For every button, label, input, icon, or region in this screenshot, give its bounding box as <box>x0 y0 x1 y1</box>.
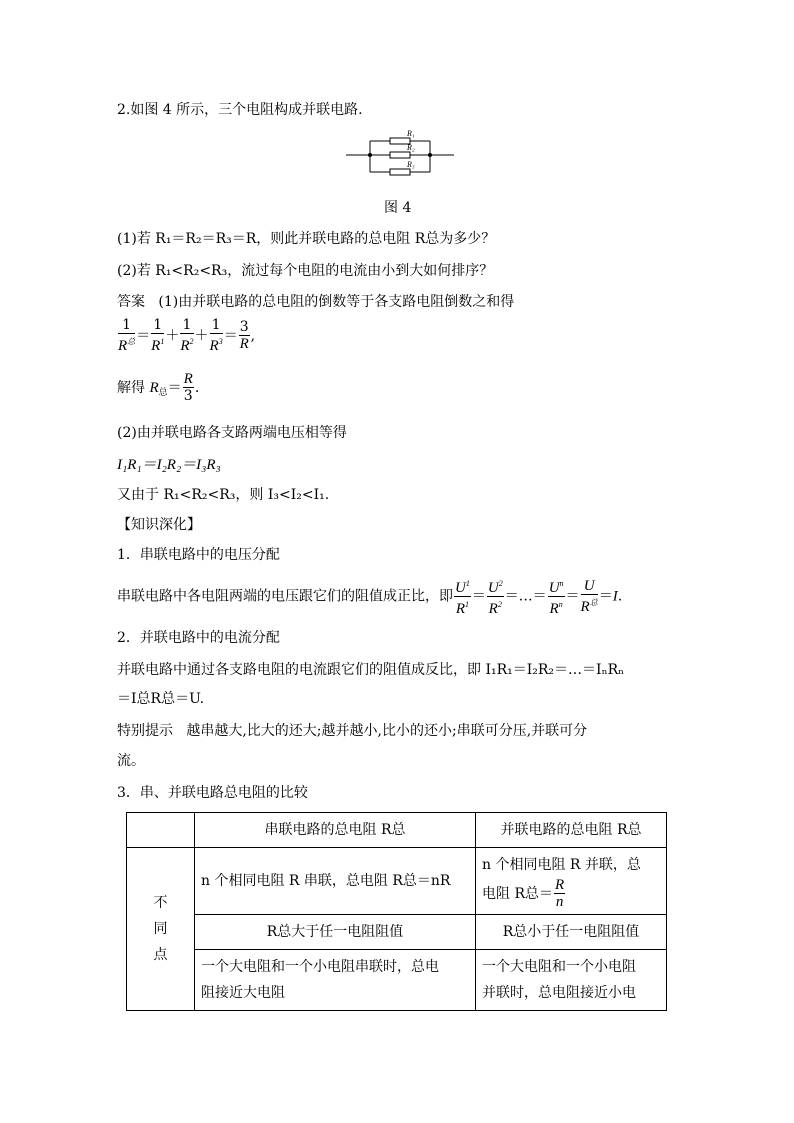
row-header-char: 点 <box>153 947 168 963</box>
cell-parallel-text: 电阻 R总＝ <box>482 886 553 902</box>
section-2-text-cont: ＝I总R总＝U. <box>117 691 205 707</box>
answer-2-equation: I₁R₁＝I₂R₂＝I₃R₃ <box>117 457 221 473</box>
resistor-r2-symbol <box>390 152 410 158</box>
parallel-circuit-diagram <box>344 128 456 180</box>
section-3-title: 3．串、并联电路总电阻的比较 <box>117 785 308 801</box>
label-r2: R₂ <box>407 143 415 152</box>
tip-label: 特别提示 <box>117 723 173 739</box>
table-row <box>127 915 667 950</box>
row-header-differences <box>127 848 195 1011</box>
tip-text: 越串越大,比大的还大;越并越小,比小的还小;串联可分压,并联可分 <box>186 723 588 739</box>
table-row <box>127 848 667 915</box>
table-row <box>127 950 667 1011</box>
solve-equation: 解得 $R_总=$ $\frac{R}{3}$ . <box>117 371 200 404</box>
section-2-title: 2．并联电路中的电流分配 <box>117 630 280 646</box>
tip-line-2: 流。 <box>117 753 145 769</box>
resistance-comparison-table <box>126 812 667 1011</box>
table-corner-cell <box>127 813 195 848</box>
cell-parallel-n-resistors <box>476 848 667 915</box>
cell-line: 一个大电阻和一个小电阻 <box>482 959 636 975</box>
figure-caption: 图 4 <box>384 200 412 216</box>
cell-line: 并联时，总电阻接近小电 <box>482 985 636 1001</box>
question-part-1: (1)若 R₁＝R₂＝R₃＝R，则此并联电路的总电阻 R总为多少？ <box>117 231 496 247</box>
row-header-char: 不 <box>153 895 168 911</box>
row-header-char: 同 <box>153 921 168 937</box>
answer-1-text: (1)由并联电路的总电阻的倒数等于各支路电阻倒数之和得 <box>158 294 515 310</box>
label-r3: R₃ <box>407 160 415 169</box>
resistor-r3-symbol <box>390 169 410 175</box>
question-2-intro: 2.如图 4 所示，三个电阻构成并联电路. <box>117 102 363 118</box>
solve-prefix: 解得 <box>117 380 145 396</box>
cell-parallel-line-2: 电阻 R总＝ $\frac{R}{n}$ <box>482 877 565 910</box>
section-2-text: 并联电路中通过各支路电阻的电流跟它们的阻值成反比，即 I₁R₁＝I₂R₂＝…＝IₙRₙ <box>117 662 625 678</box>
cell-series-big-small <box>195 950 476 1011</box>
header-parallel: 并联电路的总电阻 R总 <box>476 813 667 848</box>
tip-line-1 <box>117 721 587 741</box>
question-part-2: (2)若 R₁<R₂<R₃，流过每个电阻的电流由小到大如何排序？ <box>117 263 494 279</box>
section-1-title: 1．串联电路中的电压分配 <box>117 547 280 563</box>
label-r1: R₁ <box>407 129 415 138</box>
answer-2-text: (2)由并联电路各支路两端电压相等得 <box>117 425 347 441</box>
cell-line: 一个大电阻和一个小电阻串联时，总电 <box>201 959 439 975</box>
cell-parallel-big-small <box>476 950 667 1011</box>
parallel-resistance-equation: $\frac{1}{R^总}$ ＝ $\frac{1}{R^1}$ ＋ $\frac{1}{R^2}$ ＋ $\frac{1}{R^3}$ ＝ $\frac{3}{R}$ , <box>118 317 256 354</box>
cell-parallel-smaller: R总小于任一电阻阻值 <box>476 915 667 950</box>
answer-label: 答案 <box>117 294 145 310</box>
section-1-text: 串联电路中各电阻两端的电压跟它们的阻值成正比，即 $\frac{U^1}{R^1}$ ＝ $\frac{U^2}{R^2}$ ＝…＝ $\frac{U^n}{R^n}$ ＝ $\frac{U}{R^总}$ ＝I. <box>117 577 623 617</box>
answer-1-line <box>117 292 514 312</box>
cell-line: 阻接近大电阻 <box>201 985 285 1001</box>
cell-series-n-resistors: n 个相同电阻 R 串联，总电阻 R总＝nR <box>195 848 476 915</box>
table-header-row <box>127 813 667 848</box>
cell-parallel-line-1: n 个相同电阻 R 并联，总 <box>482 857 641 873</box>
header-series: 串联电路的总电阻 R总 <box>195 813 476 848</box>
answer-2-conclusion: 又由于 R₁<R₂<R₃，则 I₃<I₂<I₁. <box>117 487 330 503</box>
section-1-text-body: 串联电路中各电阻两端的电压跟它们的阻值成正比，即 <box>117 588 453 605</box>
knowledge-header: 【知识深化】 <box>117 517 201 533</box>
cell-series-greater: R总大于任一电阻阻值 <box>195 915 476 950</box>
